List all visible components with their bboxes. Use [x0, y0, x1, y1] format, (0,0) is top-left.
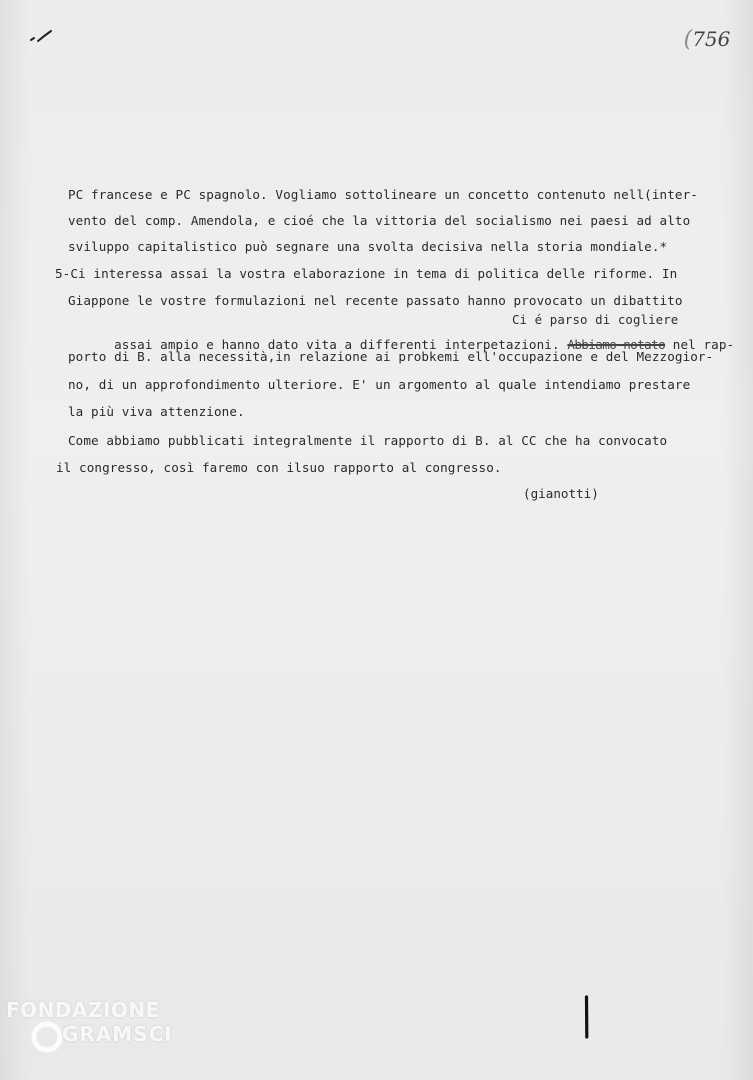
text-line-8: no, di un approfondimento ulteriore. E' un argomento al quale intendiamo prestare	[68, 377, 691, 392]
text-line-4: 5-Ci interessa assai la vostra elaborazione in tema di politica delle riforme. In	[55, 266, 678, 281]
line6-start: assai ampio e hanno dato vita a differenti interpetazioni.	[114, 337, 560, 352]
ink-stroke	[584, 995, 589, 1039]
text-line-7: porto di B. alla necessità,in relazione ai probkemi ell'occupazione e del Mezzogior-	[68, 349, 714, 364]
watermark-logo	[4, 998, 194, 1076]
text-line-5: Giappone le vostre formulazioni nel recente passato hanno provocato un dibattito	[68, 293, 683, 308]
line6-end: nel rap-	[665, 337, 735, 352]
text-line-2: vento del comp. Amendola, e cioé che la vittoria del socialismo nei paesi ad alto	[68, 213, 691, 228]
struck-text: Abbiamo notato	[567, 337, 666, 352]
text-line-3: sviluppo capitalistico può segnare una svolta decisiva nella storia mondiale.*	[68, 239, 668, 254]
signature: (gianotti)	[523, 486, 599, 501]
text-line-10: Come abbiamo pubblicati integralmente il rapporto di B. al CC che ha convocato	[68, 433, 668, 448]
watermark-g-icon	[30, 1020, 64, 1054]
archive-number: (756	[683, 27, 731, 52]
text-line-1: PC francese e PC spagnolo. Vogliamo sottolineare un concetto contenuto nell(inter-	[68, 187, 698, 202]
watermark-line-1: FONDAZIONE	[6, 998, 160, 1022]
watermark-line-2: GRAMSCI	[62, 1022, 173, 1046]
pen-mark	[28, 28, 54, 46]
overtype-insertion: Ci é parso di cogliere	[512, 312, 679, 327]
text-line-9: la più viva attenzione.	[68, 404, 245, 419]
text-line-11: il congresso, così faremo con ilsuo rapporto al congresso.	[56, 460, 502, 475]
